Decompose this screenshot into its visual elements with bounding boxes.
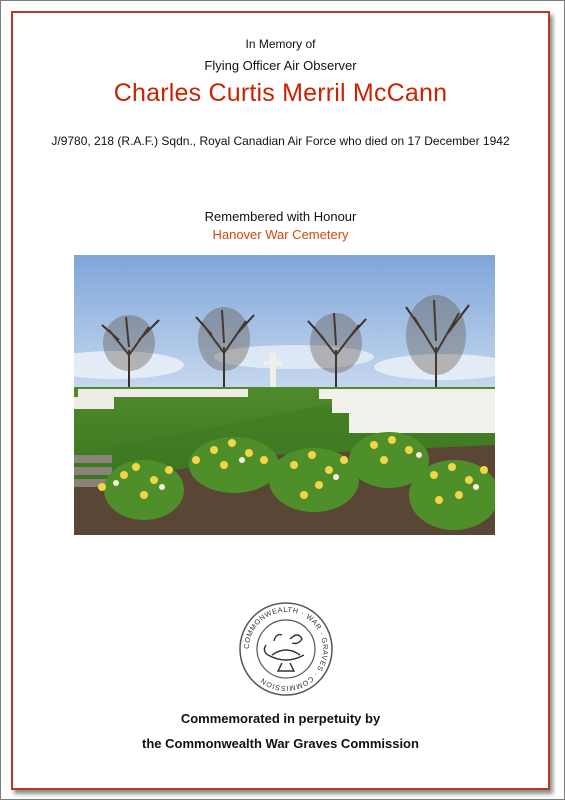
cwgc-emblem bbox=[238, 601, 334, 697]
rank-role: Flying Officer Air Observer bbox=[204, 58, 357, 73]
cemetery-name: Hanover War Cemetery bbox=[212, 227, 349, 242]
commemoration-line-1: Commemorated in perpetuity by bbox=[180, 711, 381, 726]
in-memory-heading: In Memory of bbox=[245, 37, 316, 51]
remembered-label: Remembered with Honour bbox=[204, 209, 357, 224]
person-name: Charles Curtis Merril McCann bbox=[113, 79, 448, 107]
svg-text:COMMONWEALTH · WAR · GRAVES · bbox=[242, 605, 330, 693]
lamp-icon bbox=[264, 635, 304, 671]
service-details: J/9780, 218 (R.A.F.) Sqdn., Royal Canadian Air Force who died on 17 December 1942 bbox=[51, 134, 510, 148]
emblem-text: COMMONWEALTH · WAR · GRAVES · COMMISSION bbox=[241, 604, 331, 694]
cemetery-photo bbox=[74, 255, 495, 535]
commemoration-line-2: the Commonwealth War Graves Commission bbox=[142, 736, 419, 751]
certificate-card bbox=[11, 11, 550, 790]
